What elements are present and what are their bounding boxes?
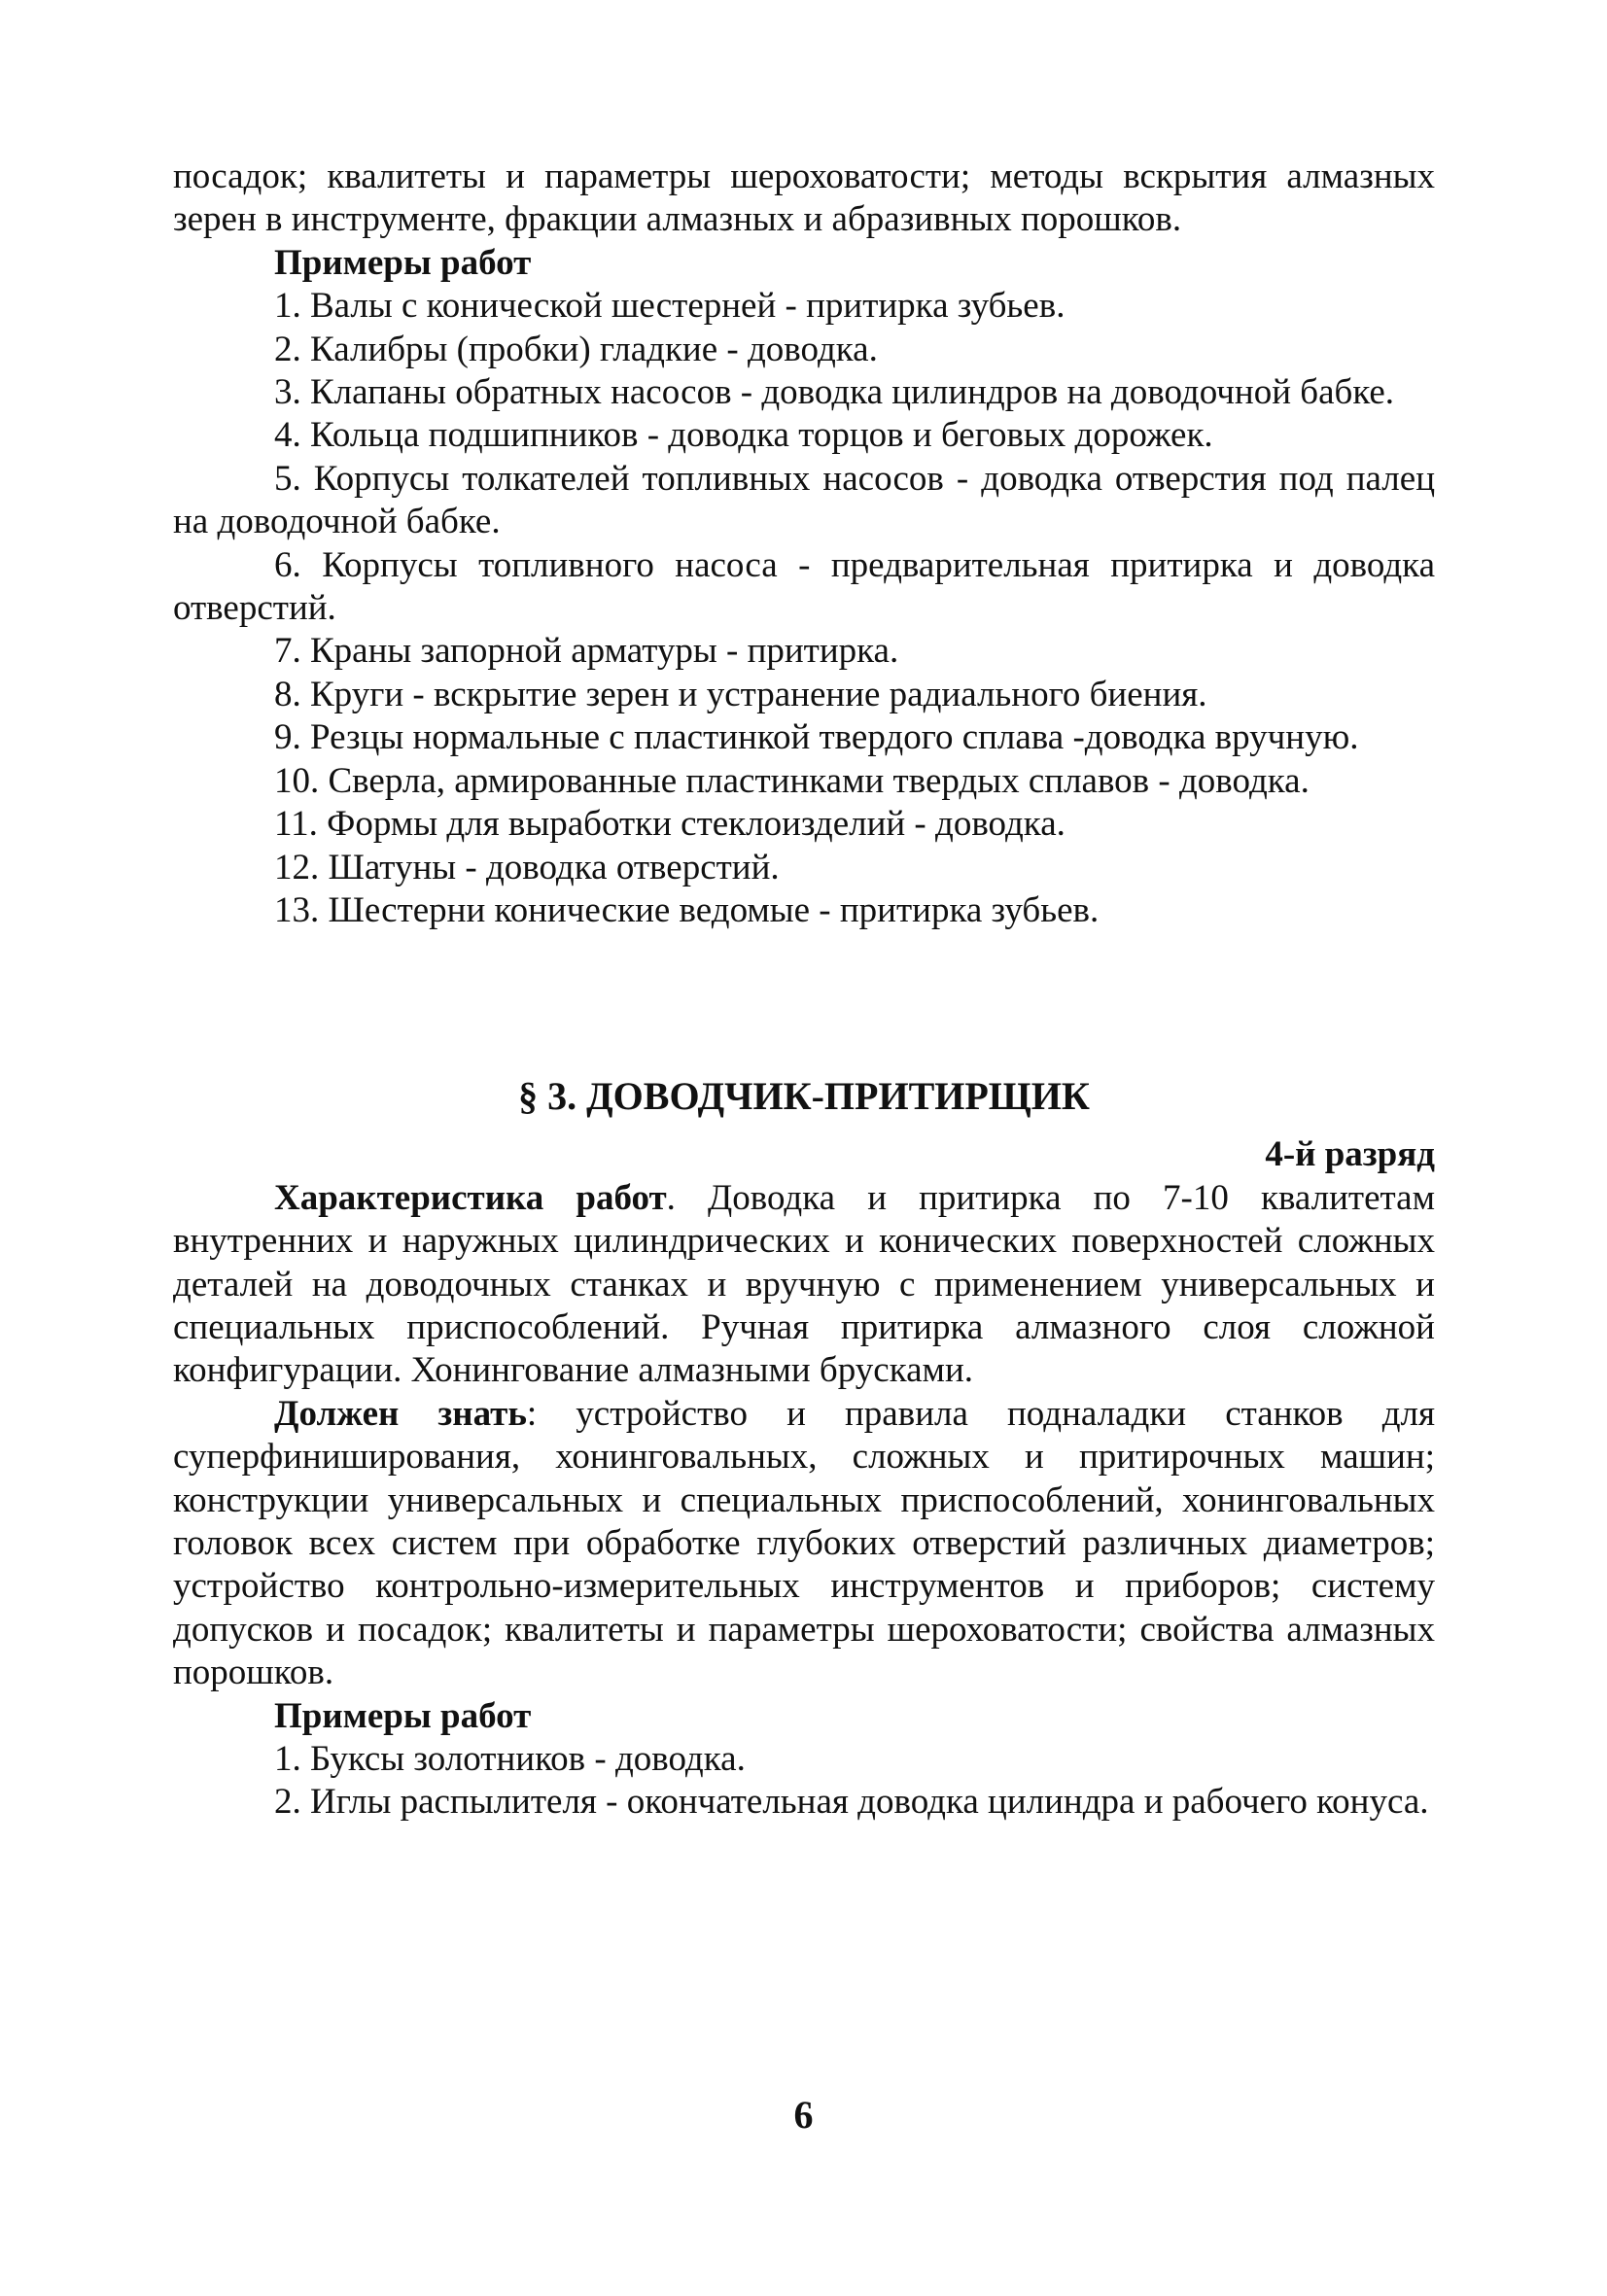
characteristics-label: Характеристика работ <box>274 1177 667 1218</box>
example-item: 11. Формы для выработки стеклоизделий - доводка. <box>274 804 1066 845</box>
section-title: § 3. ДОВОДЧИК-ПРИТИРЩИК <box>518 1074 1090 1119</box>
example-item: 13. Шестерни конические ведомые - притирка зубьев. <box>274 889 1100 930</box>
section-examples-heading: Примеры работ <box>274 1695 532 1736</box>
page-number: 6 <box>793 2093 814 2137</box>
knowledge-label: Должен знать <box>274 1393 527 1434</box>
example-item: 5. Корпусы толкателей топливных насосов - доводка отверстия под палец на доводочной бабке. <box>173 458 1435 542</box>
example-item: 12. Шатуны - доводка отверстий. <box>274 847 780 887</box>
section-example-item: 2. Иглы распылителя - окончательная доводка цилиндра и рабочего конуса. <box>274 1782 1429 1823</box>
knowledge-paragraph <box>173 1393 1435 1695</box>
example-item: 8. Круги - вскрытие зерен и устранение радиального биения. <box>274 674 1207 714</box>
example-item: 6. Корпусы топливного насоса - предварительная притирка и доводка отверстий. <box>173 544 1435 629</box>
example-item: 4. Кольца подшипников - доводка торцов и беговых дорожек. <box>274 415 1213 456</box>
example-item: 9. Резцы нормальные с пластинкой твердого сплава -доводка вручную. <box>274 717 1359 758</box>
knowledge-text: : устройство и правила подналадки станков для суперфиниширования, хонинговальных, сложных и притирочных машин; конструкции универсальных и специальных приспособлений, хонинговальных головок всех систем при обработке глубоких отверстий различных диаметров; устройство контрольно-измерительных инструментов и приборов; систему допусков и посадок; квалитеты и параметры шероховатости; свойства алмазных порошков. <box>173 1393 1435 1693</box>
example-item: 2. Калибры (пробки) гладкие - доводка. <box>274 329 878 369</box>
examples-heading: Примеры работ <box>274 242 532 283</box>
section-example-item: 1. Буксы золотников - доводка. <box>274 1739 746 1779</box>
page-content <box>173 156 1435 1825</box>
continuation-paragraph: посадок; квалитеты и параметры шероховатости; методы вскрытия алмазных зерен в инструменте, фракции алмазных и абразивных порошков. <box>173 157 1435 240</box>
characteristics-text: . Доводка и притирка по 7-10 квалитетам внутренних и наружных цилиндрических и конических поверхностей сложных деталей на доводочных станках и вручную с применением универсальных и специальных приспособлений. Ручная притирка алмазного слоя сложной конфигурации. Хонингование алмазными брусками. <box>173 1177 1435 1391</box>
characteristics-paragraph <box>173 1177 1435 1393</box>
example-item: 1. Валы с конической шестерней - притирка зубьев. <box>274 286 1066 327</box>
example-item: 10. Сверла, армированные пластинками твердых сплавов - доводка. <box>274 760 1310 801</box>
example-item: 7. Краны запорной арматуры - притирка. <box>274 631 899 672</box>
example-item: 3. Клапаны обратных насосов - доводка цилиндров на доводочной бабке. <box>274 372 1395 413</box>
grade-label: 4-й разряд <box>1265 1134 1435 1175</box>
